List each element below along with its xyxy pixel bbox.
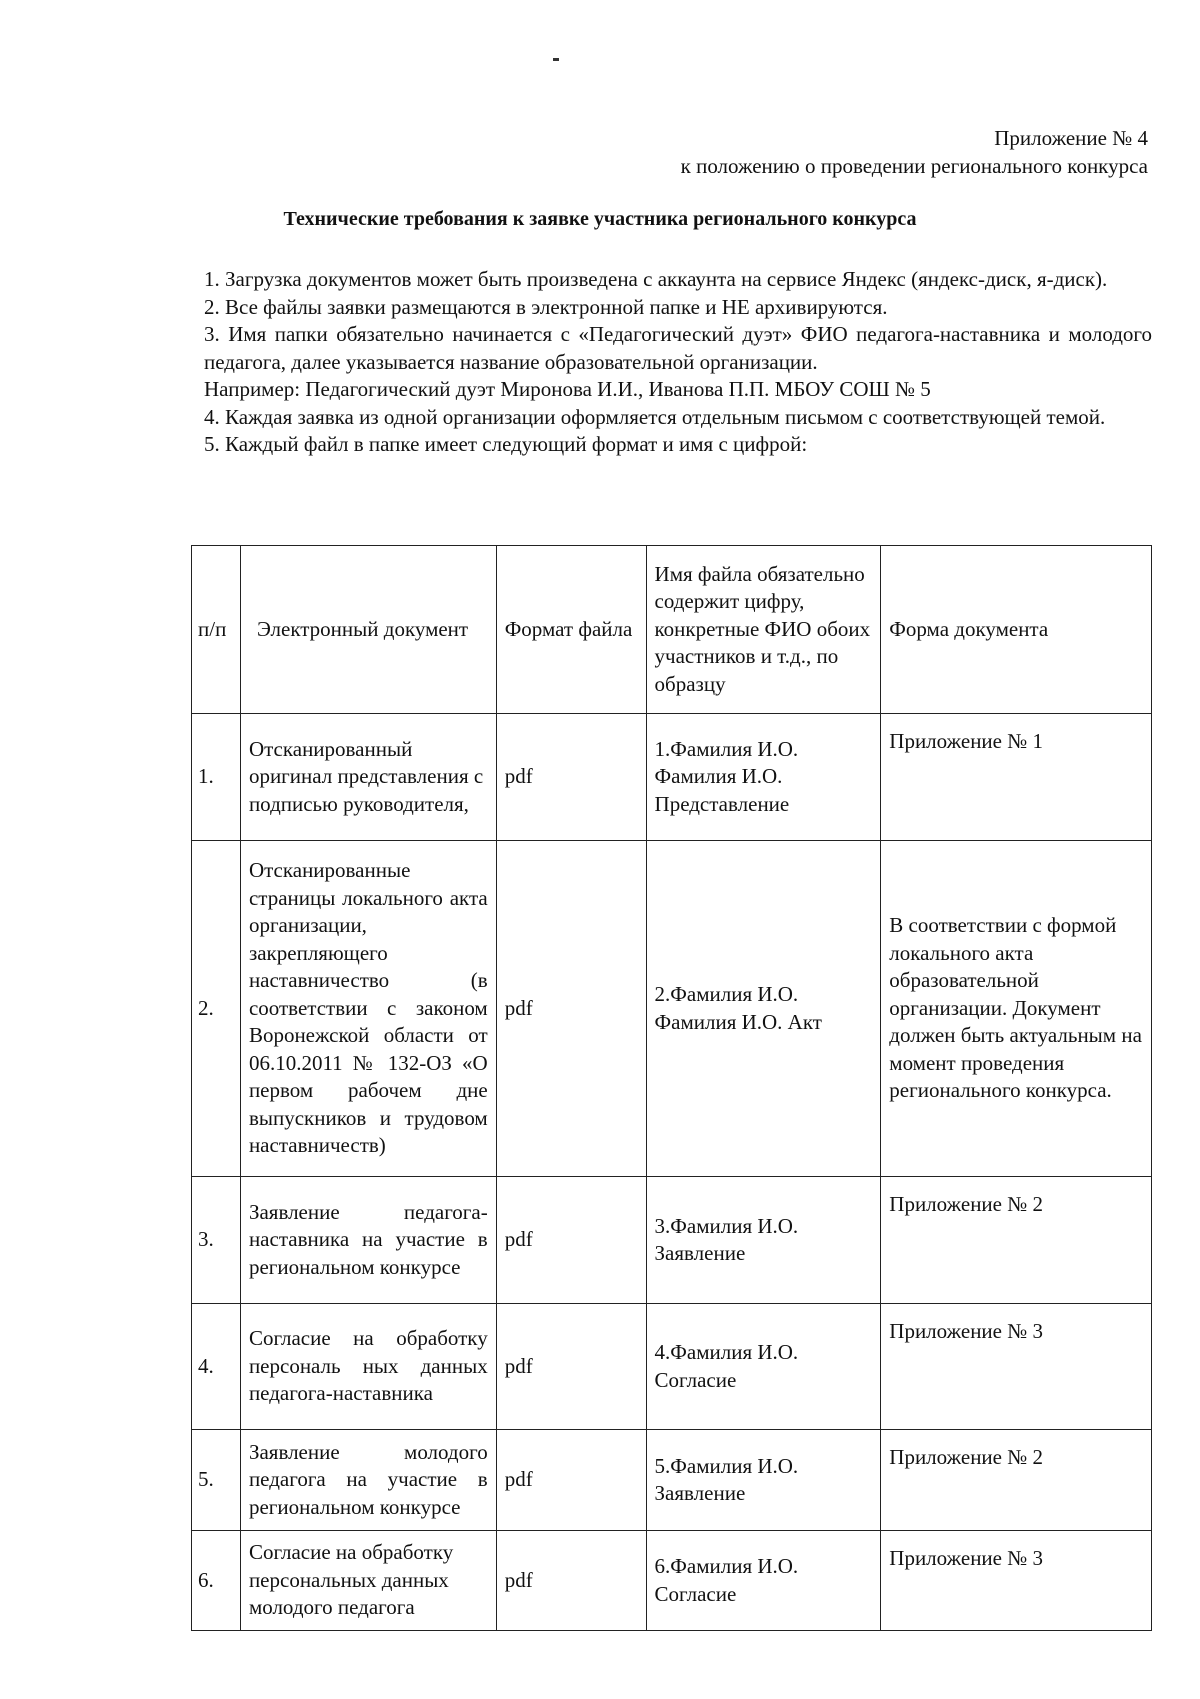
- header-document: Электронный документ: [240, 546, 496, 714]
- row-filename: 3.Фамилия И.О. Заявление: [646, 1177, 881, 1304]
- row-filename: 2.Фамилия И.О. Фамилия И.О. Акт: [646, 841, 881, 1177]
- row-filename: 6.Фамилия И.О. Согласие: [646, 1531, 881, 1631]
- row-number: 4.: [192, 1304, 241, 1430]
- rule-item: 3. Имя папки обязательно начинается с «Педагогический дуэт» ФИО педагога-наставника и молодого педагога, далее указывается название образовательной организации.: [204, 322, 1152, 374]
- rules-list: [204, 266, 1152, 459]
- table-row: [192, 1430, 1152, 1531]
- row-document: Отсканированный оригинал представления с подписью руководителя,: [240, 714, 496, 841]
- appendix-header: [681, 124, 1148, 180]
- scan-speck: [553, 58, 559, 61]
- table-row: [192, 841, 1152, 1177]
- row-number: 3.: [192, 1177, 241, 1304]
- row-number: 6.: [192, 1531, 241, 1631]
- table-row: [192, 1531, 1152, 1631]
- header-format: Формат файла: [496, 546, 646, 714]
- rule-item: 1. Загрузка документов может быть произведена с аккаунта на сервисе Яндекс (яндекс-диск, я-диск).: [204, 267, 1108, 291]
- header-number: п/п: [192, 546, 241, 714]
- row-format: pdf: [496, 1531, 646, 1631]
- table-row: [192, 714, 1152, 841]
- row-number: 5.: [192, 1430, 241, 1531]
- rule-item: 5. Каждый файл в папке имеет следующий формат и имя с цифрой:: [204, 432, 808, 456]
- row-form: Приложение № 3: [881, 1304, 1152, 1430]
- row-form: Приложение № 2: [881, 1177, 1152, 1304]
- row-format: pdf: [496, 1430, 646, 1531]
- header-filename: Имя файла обязательно содержит цифру, конкретные ФИО обоих участников и т.д., по образцу: [646, 546, 881, 714]
- table-row: [192, 1304, 1152, 1430]
- row-document: Заявление молодого педагога на участие в региональном конкурсе: [240, 1430, 496, 1531]
- row-number: 2.: [192, 841, 241, 1177]
- row-format: pdf: [496, 1177, 646, 1304]
- row-document: Согласие на обработку персональных данных молодого педагога: [240, 1531, 496, 1631]
- rule-item: 4. Каждая заявка из одной организации оформляется отдельным письмом с соответствующей темой.: [204, 404, 1106, 429]
- row-document: Заявление педагога-наставника на участие в региональном конкурсе: [240, 1177, 496, 1304]
- row-number: 1.: [192, 714, 241, 841]
- row-filename: 5.Фамилия И.О. Заявление: [646, 1430, 881, 1531]
- table-row: [192, 1177, 1152, 1304]
- table-header-row: [192, 546, 1152, 714]
- rule-item: 2. Все файлы заявки размещаются в электронной папке и НЕ архивируются.: [204, 294, 888, 319]
- row-form: В соответствии с формой локального акта образовательной организации. Документ должен быть актуальным на момент проведения регионального конкурса.: [881, 841, 1152, 1177]
- header-form: Форма документа: [881, 546, 1152, 714]
- appendix-number: Приложение № 4: [994, 126, 1148, 150]
- row-document: Согласие на обработку персональ ных данных педагога-наставника: [240, 1304, 496, 1430]
- requirements-table: [191, 545, 1152, 1631]
- row-document: Отсканированные страницы локального акта организации, закрепляющего наставничество (в соответствии с законом Воронежской области от 06.10.2011 № 132-ОЗ «О первом рабочем дне выпускников и трудовом наставничеств): [240, 841, 496, 1177]
- row-format: pdf: [496, 714, 646, 841]
- row-form: Приложение № 1: [881, 714, 1152, 841]
- page-title: Технические требования к заявке участника регионального конкурса: [283, 208, 917, 230]
- rule-example: Например: Педагогический дуэт Миронова И.И., Иванова П.П. МБОУ СОШ № 5: [204, 377, 931, 401]
- appendix-reference: к положению о проведении регионального конкурса: [680, 154, 1148, 178]
- row-filename: 1.Фамилия И.О. Фамилия И.О. Представление: [646, 714, 881, 841]
- row-format: pdf: [496, 1304, 646, 1430]
- row-form: Приложение № 3: [881, 1531, 1152, 1631]
- row-form: Приложение № 2: [881, 1430, 1152, 1531]
- row-format: pdf: [496, 841, 646, 1177]
- row-filename: 4.Фамилия И.О. Согласие: [646, 1304, 881, 1430]
